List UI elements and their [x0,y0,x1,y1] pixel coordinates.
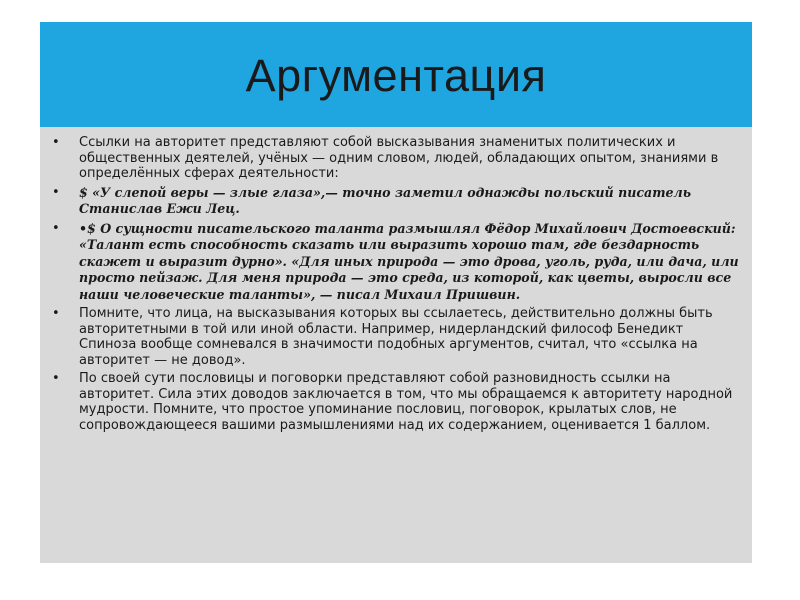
bullet-text: Ссылки на авторитет представляют собой высказывания знаменитых политических и общественных деятелей, учёных — одним словом, людей, обладающих опытом, знаниями в определённых сферах деятельности: [79,135,719,181]
bullet-marker: • [52,220,60,236]
bullet-marker: • [52,371,60,386]
bullet-text: •$ О сущности писательского таланта размышлял Фёдор Михайлович Достоевский: «Талант есть способность сказать или выразить хорошо там, где бездарность скажет и выразит дурно». «Для иных природа — это дрова, уголь, руда, или дача, или просто пейзаж. Для меня природа — это среда, из которой, как цветы, выросли все наши человеческие таланты», — писал Михаил Пришвин. [79,220,739,302]
bullet-text: По своей сути пословицы и поговорки представляют собой разновидность ссылки на авторитет. Сила этих доводов заключается в том, что мы обращаемся к авторитету народной мудрости. Помните, что простое упоминание пословиц, поговорок, крылатых слов, не сопровождающееся вашими размышлениями над их содержанием, оценивается 1 баллом. [79,371,733,433]
bullet-item-spinoza [40,306,752,368]
bullet-marker: • [52,135,60,150]
bullet-text: $ «У слепой веры — злые глаза»,— точно заметил однажды польский писатель Станислав Ежи Лец. [79,184,692,216]
bullet-item-authority-definition [40,135,752,182]
bullet-list [40,135,752,433]
bullet-item-proverbs [40,371,752,433]
bullet-text: Помните, что лица, на высказывания которых вы ссылаетесь, действительно должны быть авторитетными в той или иной области. Например, нидерландский философ Бенедикт Спиноза вообще сомневался в значимости подобных аргументов, считал, что «ссылка на авторитет — не довод». [79,306,713,368]
title-band [40,22,752,127]
slide-content [40,135,752,436]
bullet-item-lec-quote [40,185,752,218]
slide-title: Аргументация [245,49,547,101]
slide [40,22,752,563]
bullet-item-dostoevsky-prishvin [40,221,752,304]
bullet-marker: • [52,184,60,200]
bullet-marker: • [52,306,60,321]
